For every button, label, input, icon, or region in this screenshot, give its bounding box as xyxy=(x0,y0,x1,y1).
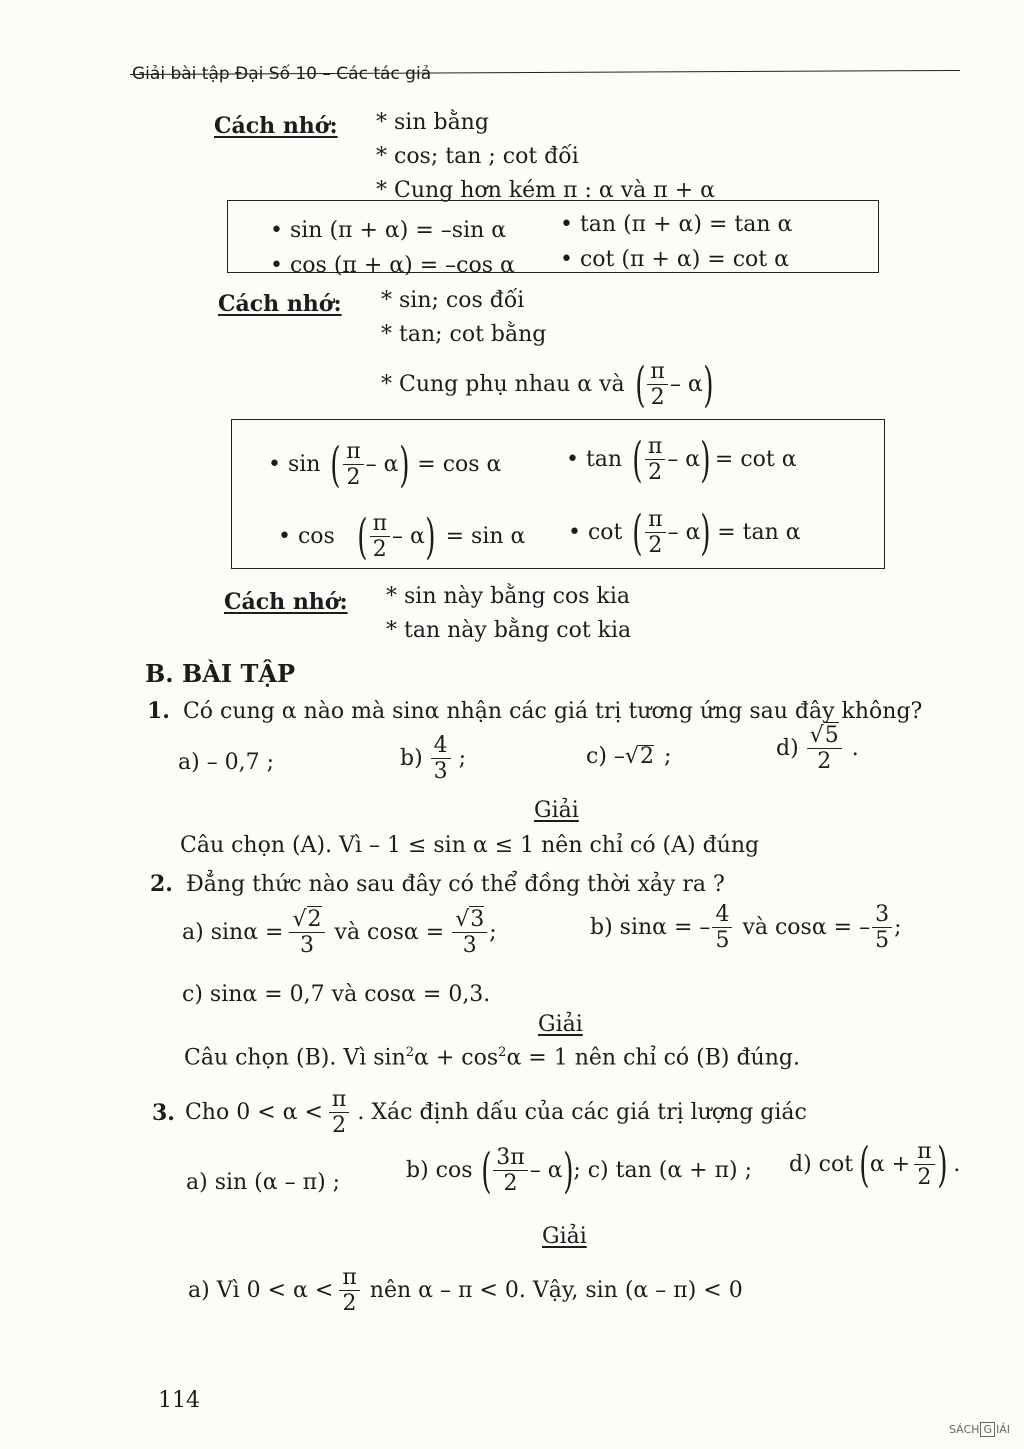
frac-num: π xyxy=(645,508,665,533)
q1-b-label: b) xyxy=(400,745,423,771)
frac-num: π xyxy=(914,1140,934,1165)
frac-den: 2 xyxy=(648,533,663,559)
q2-b-mid: và cosα = – xyxy=(742,914,871,940)
frac-num: 3π xyxy=(493,1146,527,1171)
box2-f3-fn: • cos xyxy=(278,523,335,549)
q2-text: Đẳng thức nào sau đây có thể đồng thời xảy ra ? xyxy=(185,872,725,897)
q3-solution-title: Giải xyxy=(542,1224,587,1249)
close-paren: ) xyxy=(702,356,714,413)
minus-alpha: – α xyxy=(529,1157,563,1183)
fraction-pi-over-2 xyxy=(914,1140,934,1189)
watermark-pre: SÁCH xyxy=(948,1423,980,1436)
box2-formula-cot xyxy=(568,504,801,561)
open-paren: ( xyxy=(632,431,643,488)
close-paren: ) xyxy=(425,508,436,565)
minus-alpha: – α xyxy=(669,371,703,397)
sqrt-radicand: 3 xyxy=(470,907,485,932)
fraction-pi-over-2 xyxy=(647,360,667,409)
q3-text-pre: Cho 0 < α < xyxy=(184,1099,323,1125)
fraction-pi-over-2 xyxy=(645,435,665,484)
memo1-line2: * cos; tan ; cot đối xyxy=(376,144,579,169)
box2-f3-rhs: = sin α xyxy=(445,523,526,549)
memo2-line2: * tan; cot bằng xyxy=(381,322,547,347)
frac-num: π xyxy=(329,1088,349,1113)
frac-den: 3 xyxy=(300,933,314,959)
open-paren: ( xyxy=(632,504,643,561)
open-paren: ( xyxy=(330,436,341,493)
q3-text-post: . Xác định dấu của các giá trị lượng giác xyxy=(357,1099,807,1125)
q2-b-pre: b) sinα = – xyxy=(590,914,711,940)
box2-f2-fn: • tan xyxy=(566,446,623,472)
fraction-pi-over-2 xyxy=(339,1266,359,1315)
frac-num: π xyxy=(647,360,667,385)
close-paren: ) xyxy=(700,504,711,561)
q3-sol-pre: a) Vì 0 < α < xyxy=(188,1277,334,1303)
box2-formula-tan xyxy=(566,431,797,488)
q2-solution-title: Giải xyxy=(538,1012,583,1037)
q3-number: 3. xyxy=(152,1099,175,1126)
sqrt-radicand: 5 xyxy=(824,723,839,748)
open-paren: ( xyxy=(480,1142,492,1199)
q2-option-c: c) sinα = 0,7 và cosα = 0,3. xyxy=(182,982,491,1007)
box1-formula-sin: • sin (π + α) = –sin α xyxy=(270,218,507,243)
section-title: B. BÀI TẬP xyxy=(145,659,296,688)
superscript: 2 xyxy=(498,1045,507,1060)
q3-option-d xyxy=(789,1136,961,1193)
frac-num: π xyxy=(339,1266,359,1291)
memo1-label: Cách nhớ: xyxy=(214,113,338,139)
box2-formula-cos xyxy=(278,508,526,565)
memo2-line1: * sin; cos đối xyxy=(381,288,525,313)
alpha-plus: α + xyxy=(869,1151,911,1177)
q3-option-a: a) sin (α – π) ; xyxy=(186,1170,341,1195)
q1-option-d xyxy=(776,724,859,773)
minus-alpha: – α xyxy=(365,451,399,477)
q1-option-b xyxy=(400,734,466,783)
box1-formula-cot: • cot (π + α) = cot α xyxy=(560,247,789,272)
frac-den: 3 xyxy=(433,759,448,785)
frac-den: 2 xyxy=(342,1291,357,1317)
sqrt-radicand: 2 xyxy=(307,907,322,932)
box2-f4-fn: • cot xyxy=(568,519,623,545)
frac-num: 3 xyxy=(872,903,892,928)
frac-num: π xyxy=(343,440,363,465)
q2-sol-b: α + cos xyxy=(414,1045,499,1071)
q2-sol-a: Câu chọn (B). Vì sin xyxy=(184,1045,406,1071)
q1-d-label: d) xyxy=(776,735,799,761)
close-paren: ) xyxy=(398,436,410,493)
memo1-line3: * Cung hơn kém π : α và π + α xyxy=(376,178,716,203)
q1-number: 1. xyxy=(147,698,170,724)
q3-d-pre: d) cot xyxy=(789,1151,854,1177)
frac-den: 5 xyxy=(715,928,730,954)
q1-b-tail: ; xyxy=(458,745,467,771)
frac-den: 2 xyxy=(332,1113,347,1139)
watermark-g: G xyxy=(980,1422,995,1437)
memo3-line1: * sin này bằng cos kia xyxy=(386,584,630,609)
frac-num: π xyxy=(370,512,390,537)
sqrt-symbol: √ xyxy=(292,907,307,932)
frac-den: 5 xyxy=(875,928,890,954)
minus-alpha: – α xyxy=(392,523,425,549)
memo3-line2: * tan này bằng cot kia xyxy=(386,618,632,643)
open-paren: ( xyxy=(859,1136,870,1193)
frac-den: 2 xyxy=(817,749,832,775)
sqrt-symbol: √ xyxy=(455,907,470,932)
frac-num xyxy=(807,724,842,749)
q3-option-b-c xyxy=(406,1142,753,1199)
fraction-pi-over-2 xyxy=(343,440,363,489)
box2-f1-fn: • sin xyxy=(268,451,321,477)
box2-f2-rhs: = cot α xyxy=(714,446,797,472)
q2-option-b xyxy=(590,903,902,952)
fraction-3-5 xyxy=(872,903,892,952)
close-paren: ) xyxy=(936,1136,948,1193)
frac-den: 3 xyxy=(462,933,477,959)
minus-alpha: – α xyxy=(667,446,701,472)
fraction-sqrt2-3 xyxy=(289,908,324,957)
q3-b-post: ; c) tan (α + π) ; xyxy=(573,1157,753,1183)
q1-d-tail: . xyxy=(851,735,859,761)
q2-sol-c: α = 1 nên chỉ có (B) đúng. xyxy=(506,1045,800,1071)
minus-alpha: – α xyxy=(667,519,701,545)
frac-den: 2 xyxy=(372,537,387,563)
q2-b-tail: ; xyxy=(894,914,902,940)
q1-option-a: a) – 0,7 ; xyxy=(178,750,275,775)
watermark-logo xyxy=(949,1422,1010,1437)
sqrt-radicand: 2 xyxy=(639,744,654,769)
box1-formula-tan: • tan (π + α) = tan α xyxy=(560,212,793,237)
frac-den: 2 xyxy=(917,1165,932,1191)
close-paren: ) xyxy=(700,431,711,488)
frac-den: 2 xyxy=(650,385,665,411)
q1-c-tail: ; xyxy=(663,743,672,769)
open-paren: ( xyxy=(634,356,646,413)
fraction-pi-over-2 xyxy=(645,508,665,557)
q2-a-pre: a) sinα = xyxy=(182,919,284,945)
memo1-line1: * sin bằng xyxy=(376,110,489,135)
frac-den: 2 xyxy=(648,460,663,486)
frac-num xyxy=(452,908,487,933)
box2-f1-rhs: = cos α xyxy=(417,451,502,477)
q2-option-a xyxy=(182,908,497,957)
q1-c-label: c) – xyxy=(586,743,625,769)
fraction-4-5 xyxy=(712,903,732,952)
q1-option-c xyxy=(586,745,671,768)
q2-question xyxy=(150,873,725,896)
q1-solution-title: Giải xyxy=(534,798,579,823)
q1-solution: Câu chọn (A). Vì – 1 ≤ sin α ≤ 1 nên chỉ có (A) đúng xyxy=(180,833,760,858)
box1-formula-cos: • cos (π + α) = –cos α xyxy=(270,253,515,278)
fraction-4-3 xyxy=(431,734,451,783)
frac-num: 4 xyxy=(431,734,451,759)
frac-num: 4 xyxy=(712,903,732,928)
memo2-line3 xyxy=(381,356,714,413)
close-paren: ) xyxy=(562,1142,574,1199)
q2-solution xyxy=(184,1046,800,1069)
q1-text: Có cung α nào mà sinα nhận các giá trị tương ứng sau đây không? xyxy=(182,699,923,724)
memo3-label: Cách nhớ: xyxy=(224,589,348,615)
fraction-sqrt5-2 xyxy=(807,724,842,773)
q1-question xyxy=(147,700,922,723)
sqrt-symbol: √ xyxy=(624,743,639,769)
box2-formula-sin xyxy=(268,436,502,493)
fraction-sqrt3-3 xyxy=(452,908,487,957)
q3-d-tail: . xyxy=(953,1151,961,1177)
q2-a-tail: ; xyxy=(489,919,497,945)
frac-num xyxy=(289,908,324,933)
open-paren: ( xyxy=(357,508,368,565)
q3-sol-post: nên α – π < 0. Vậy, sin (α – π) < 0 xyxy=(369,1277,743,1303)
q3-solution xyxy=(188,1266,743,1315)
page-number: 114 xyxy=(158,1388,200,1413)
memo2-label: Cách nhớ: xyxy=(218,291,342,317)
fraction-pi-over-2 xyxy=(329,1088,349,1137)
superscript: 2 xyxy=(405,1045,415,1060)
frac-num: π xyxy=(645,435,665,460)
memo2-line3-text: * Cung phụ nhau α và xyxy=(381,371,625,397)
fraction-3pi-over-2 xyxy=(493,1146,527,1195)
q2-a-mid: và cosα = xyxy=(334,919,445,945)
sqrt-symbol: √ xyxy=(809,723,824,748)
frac-den: 2 xyxy=(503,1171,518,1197)
box2-f4-rhs: = tan α xyxy=(717,519,801,545)
q3-b-pre: b) cos xyxy=(406,1157,473,1183)
watermark-post: IẢI xyxy=(995,1423,1010,1436)
fraction-pi-over-2 xyxy=(370,512,390,561)
q2-number: 2. xyxy=(150,871,173,897)
frac-den: 2 xyxy=(346,465,361,491)
running-header: Giải bài tập Đại Số 10 – Các tác giả xyxy=(132,64,432,84)
q3-question xyxy=(152,1088,807,1137)
